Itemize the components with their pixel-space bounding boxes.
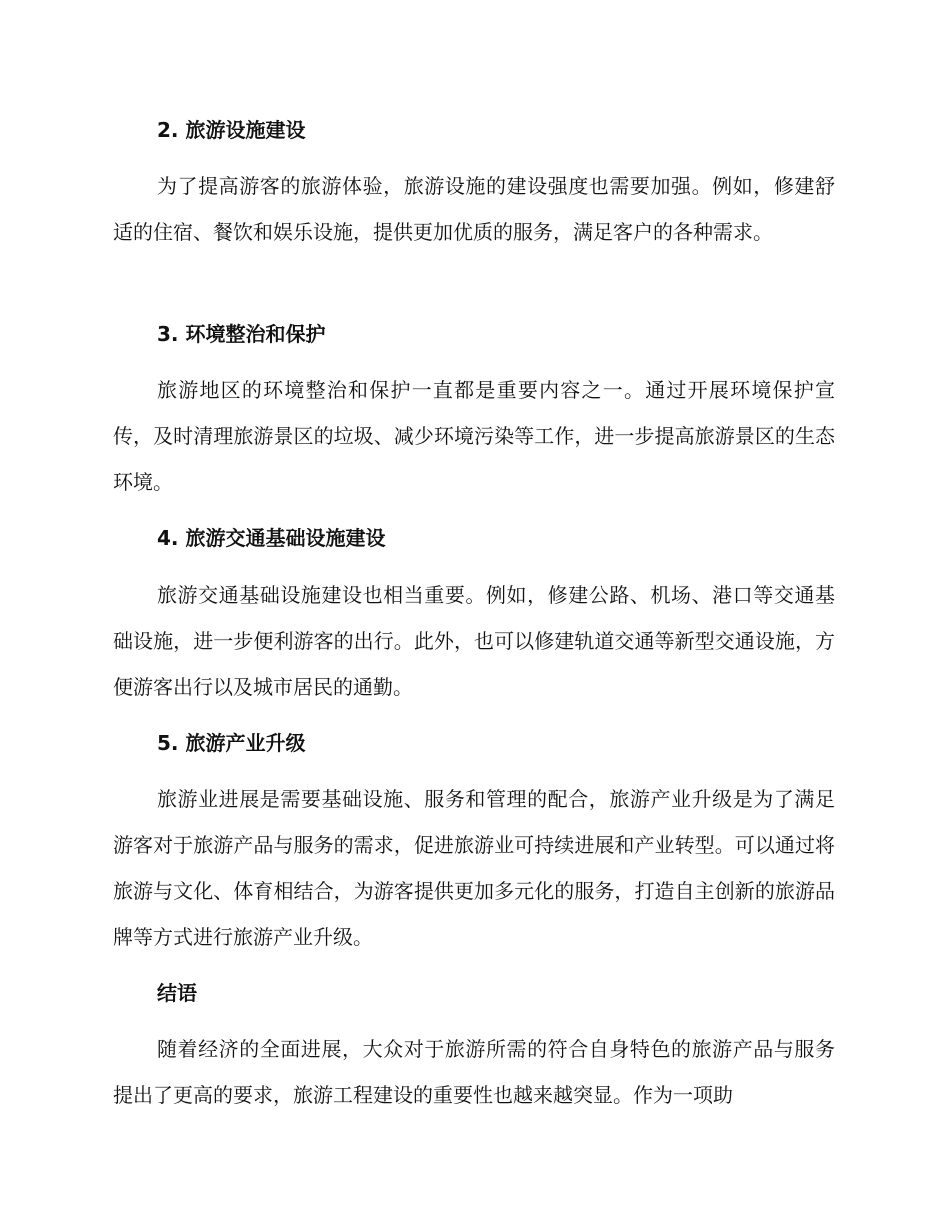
- section-heading-conclusion: 结语: [157, 981, 197, 1005]
- section-heading-environment: 3. 环境整治和保护: [157, 322, 326, 346]
- section-paragraph-facilities: 为了提高游客的旅游体验，旅游设施的建设强度也需要加强。例如，修建舒适的住宿、餐饮和娱乐设施，提供更加优质的服务，满足客户的各种需求。: [113, 174, 835, 244]
- section-heading-industry-upgrade: 5. 旅游产业升级: [157, 731, 306, 755]
- section-heading-facilities: 2. 旅游设施建设: [157, 118, 306, 142]
- section-paragraph-environment: 旅游地区的环境整治和保护一直都是重要内容之一。通过开展环境保护宣传，及时清理旅游景区的垃圾、减少环境污染等工作，进一步提高旅游景区的生态环境。: [113, 378, 835, 494]
- section-paragraph-conclusion: 随着经济的全面进展，大众对于旅游所需的符合自身特色的旅游产品与服务提出了更高的要求，旅游工程建设的重要性也越来越突显。作为一项助: [113, 1037, 835, 1107]
- section-paragraph-industry-upgrade: 旅游业进展是需要基础设施、服务和管理的配合，旅游产业升级是为了满足游客对于旅游产品与服务的需求，促进旅游业可持续进展和产业转型。可以通过将旅游与文化、体育相结合，为游客提供更加多元化的服务，打造自主创新的旅游品牌等方式进行旅游产业升级。: [113, 787, 835, 949]
- section-heading-transport: 4. 旅游交通基础设施建设: [157, 526, 386, 550]
- section-paragraph-transport: 旅游交通基础设施建设也相当重要。例如，修建公路、机场、港口等交通基础设施，进一步便利游客的出行。此外，也可以修建轨道交通等新型交通设施，方便游客出行以及城市居民的通勤。: [113, 583, 835, 699]
